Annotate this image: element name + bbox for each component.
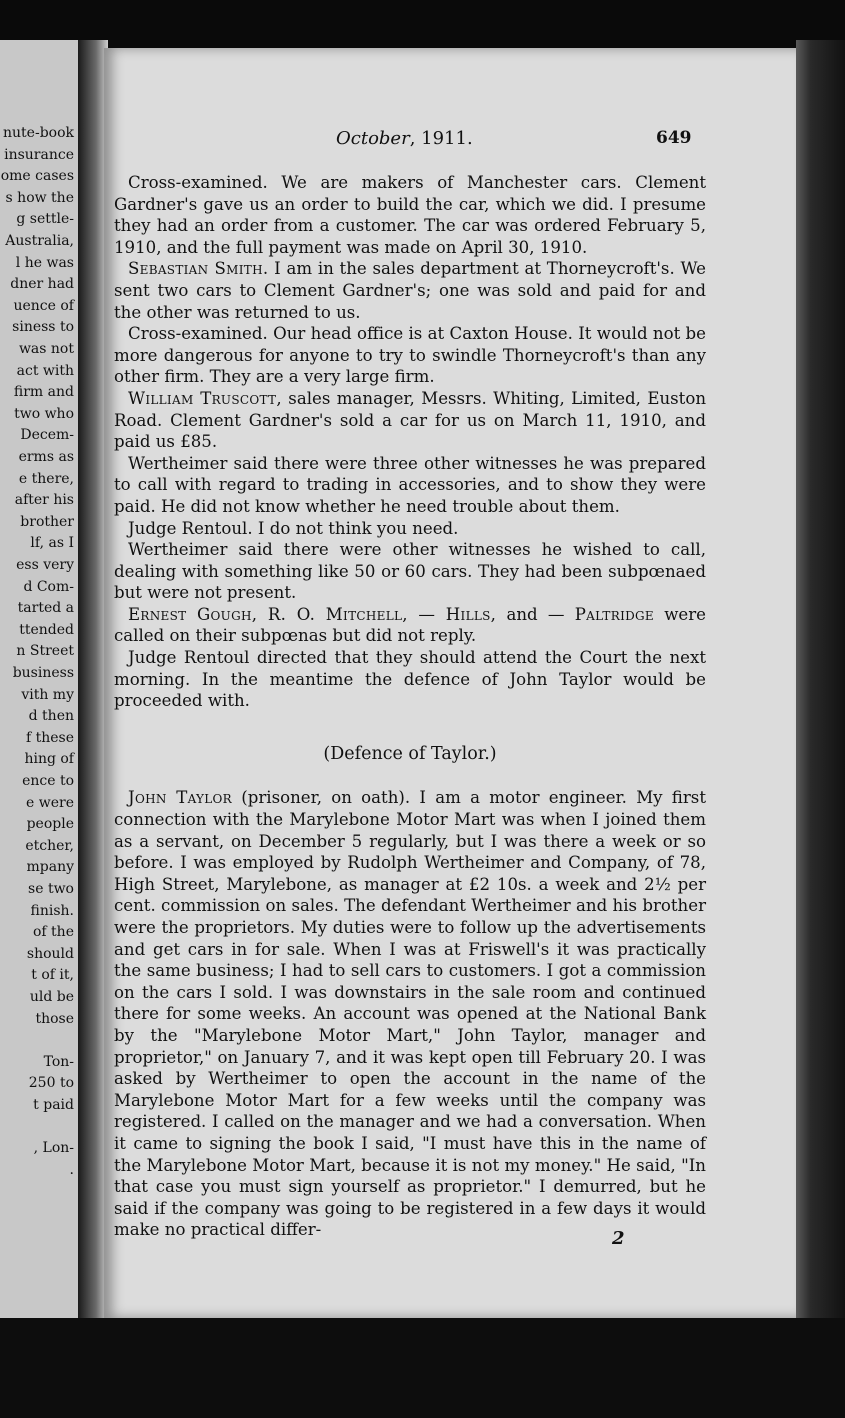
left-page-line: vith my (21, 686, 74, 703)
left-page-line: ome cases (0, 168, 74, 185)
left-page-line: after his (14, 492, 74, 509)
left-page-line: mpany (26, 859, 74, 876)
left-page-line: siness to (12, 319, 74, 336)
left-page-line: brother (20, 513, 74, 530)
witness-names: Ernest Gough, R. O. Mitchell, — Hills, (128, 604, 497, 624)
left-page-line: , Lon- (33, 1140, 74, 1157)
witness-name: John Taylor (128, 788, 233, 808)
left-page-line: ess very (16, 557, 74, 573)
left-page-line: d Com- (23, 578, 74, 595)
left-page-line: t of it, (31, 967, 74, 984)
paragraph-text: Wertheimer said there were three other witnesses he was prepared to call with regard to trading in accessories, and to show they were paid. He did not know whether he need trouble about them. (114, 453, 706, 516)
left-page-line: tarted a (17, 600, 74, 617)
left-page-line: n Street (16, 643, 74, 660)
left-page-line: e there, (18, 470, 74, 487)
page-header (104, 128, 798, 154)
paragraph-judge-rentoul-1 (114, 518, 706, 540)
running-head-year: , 1911. (409, 128, 473, 149)
left-page-line: etcher, (25, 837, 74, 854)
page-edge-right (796, 40, 845, 1418)
left-page-line: nute-book (3, 125, 74, 141)
catchword-signature-mark: 2 (612, 1228, 625, 1249)
paragraph-text: Judge Rentoul directed that they should attend the Court the next morning. In the meantime the defence of John Taylor would be proceeded with. (114, 648, 706, 711)
left-page-line: people (26, 816, 74, 833)
paragraph-cross-examined-1 (114, 172, 706, 258)
left-page-line: Australia, (5, 233, 74, 249)
page-body (114, 172, 706, 1241)
left-page-line: d then (28, 708, 74, 725)
paragraph-text: Cross-examined. Our head office is at Caxton House. It would not be more dangerous for anyone to try to swindle Thorneycroft's than any other firm. They are a very large firm. (114, 324, 706, 387)
left-page-line: Decem- (20, 427, 74, 444)
left-page-line: hing of (24, 751, 74, 768)
left-page-line: ence to (22, 773, 74, 789)
left-page-line: act with (16, 362, 74, 379)
left-page-line: f these (25, 729, 74, 746)
paragraph-text: and — (496, 604, 575, 624)
section-heading: (Defence of Taylor.) (323, 743, 497, 764)
left-page-line: insurance (4, 146, 74, 163)
left-page-line: business (12, 665, 74, 681)
paragraph-william-truscott (114, 388, 706, 453)
left-page-line: g settle- (16, 211, 74, 228)
left-page-line: two who (14, 405, 74, 422)
paragraph-wertheimer-2 (114, 539, 706, 604)
left-page-line: should (26, 945, 74, 962)
paragraph-john-taylor (114, 787, 706, 1240)
left-page-line: t paid (33, 1097, 74, 1113)
paragraph-text: Cross-examined. We are makers of Manchester cars. Clement Gardner's gave us an order to build the car, which we did. I presume they had an order from a customer. The car was ordered February 5, 1910, and the full payment was made on April 30, 1910. (114, 173, 706, 257)
paragraph-cross-examined-2 (114, 323, 706, 388)
paragraph-text: I am in the sales department at Thorneycroft's. We sent two cars to Clement Gardner's; one was sold and paid for and the other was returned to us. (114, 259, 706, 322)
paragraph-sebastian-smith (114, 258, 706, 323)
left-page-line: . (69, 1161, 74, 1178)
running-head-month: October (336, 128, 410, 149)
left-page-line: uence of (13, 297, 74, 314)
left-page-line: l he was (15, 254, 74, 271)
witness-name: William Truscott, (128, 388, 282, 408)
scan-dark-bottom-border (0, 1318, 845, 1418)
left-page-line: firm and (13, 384, 74, 401)
left-page-edge (0, 40, 81, 1370)
left-page-line: s how the (5, 189, 74, 206)
left-page-line: ttended (19, 621, 74, 638)
running-head (336, 128, 473, 149)
left-page-line: uld be (29, 989, 74, 1005)
left-page-line: 250 to (28, 1075, 74, 1092)
paragraph-text: (prisoner, on oath). I am a motor engineer. My first connection with the Marylebone Motor Mart was when I joined them as a servant, on December 5 regularly, but I was there a week or so before. I was employed by Rudolph Wertheimer and Company, of 78, High Street, Marylebone, as manager at £2 10s. a week and 2½ per cent. commission on sales. The defendant Wertheimer and his brother were the proprietors. My duties were to follow up the advertisements and get cars in for sale. When I was at Friswell's it was practically the same business; I had to sell cars to customers. I got a commission on the cars I sold. I was downstairs in the sale room and continued there for some weeks. An account was opened at the National Bank by the "Marylebone Motor Mart," John Taylor, manager and proprietor," on January 7, and it was kept open till February 20. I was asked by Wertheimer to open the account in the name of the Marylebone Motor Mart for a few weeks until the company was registered. I called on the manager and we had a conversation. When it came to signing the book I said, "I must have this in the name of the Marylebone Motor Mart, because it is not my money." He said, "In that case you must sign yourself as proprietor." I demurred, but he said if the company was going to be registered in a few days it would make no practical differ- (114, 788, 706, 1240)
left-page-line: finish. (30, 902, 74, 919)
left-page-line: erms as (18, 449, 74, 465)
left-page-line: was not (18, 341, 74, 357)
left-page-line: Ton- (43, 1053, 74, 1070)
paragraph-wertheimer-1 (114, 453, 706, 518)
left-page-line: dner had (10, 276, 74, 293)
left-page-line: se two (28, 881, 74, 897)
left-page-line: lf, as I (30, 535, 74, 552)
paragraph-text: were called on their subpœnas but did not reply. (114, 604, 706, 646)
page-number: 649 (656, 128, 692, 148)
paragraph-judge-rentoul-2 (114, 647, 706, 712)
left-page-line: those (35, 1010, 74, 1027)
paragraph-text: Wertheimer said there were other witnesses he wished to call, dealing with something like 50 or 60 cars. They had been subpœnaed but were not present. (114, 540, 706, 603)
paragraph-witnesses-called (114, 604, 706, 647)
paragraph-text: Judge Rentoul. I do not think you need. (128, 518, 459, 538)
section-spacer (114, 712, 706, 740)
witness-name: Paltridge (574, 604, 654, 624)
left-page-line: e were (26, 794, 74, 811)
witness-name: Sebastian Smith. (128, 259, 269, 279)
paragraph-text: sales manager, Messrs. Whiting, Limited, Euston Road. Clement Gardner's sold a car for us on March 11, 1910, and paid us £85. (114, 388, 707, 452)
left-page-line: of the (33, 924, 74, 941)
